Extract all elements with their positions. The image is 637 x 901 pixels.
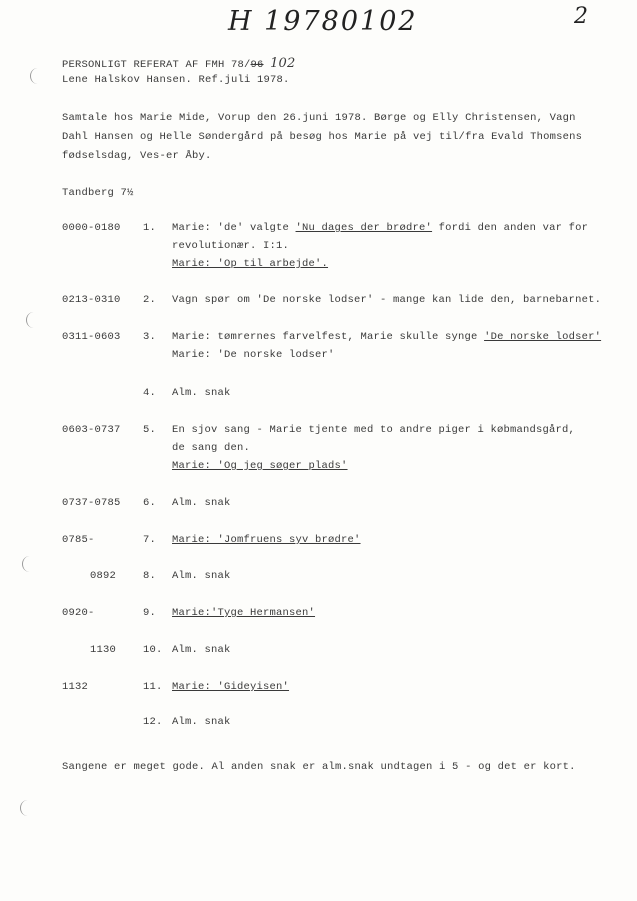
song-title: 'De norske lodser' [484,331,602,343]
entry-number: 3. [143,331,157,343]
entry-text: Marie: 'Gideyisen' [172,681,290,693]
entry-number: 2. [143,294,157,306]
entry-text [172,331,601,343]
intro-line: fødselsdag, Ves-er Åby. [62,150,212,162]
entry-text-part: Marie: tømrernes farvelfest, Marie skulle synge [172,331,485,343]
entry-code: 0920- [62,607,95,619]
entry-number: 1. [143,222,157,234]
entry-text: Vagn spør om 'De norske lodser' - mange kan lide den, barnebarnet. [172,294,602,306]
entry-text: Alm. snak [172,716,231,728]
entry-text: Alm. snak [172,570,231,582]
recorder-label: Tandberg 7½ [62,187,134,199]
entry-code: 0311-0603 [62,331,121,343]
entry-text: Marie: 'Op til arbejde'. [172,258,329,270]
intro-line: Dahl Hansen og Helle Søndergård på besøg hos Marie på vej til/fra Evald Thomsens [62,131,583,143]
page-number: 2 [574,4,588,29]
entry-number: 10. [143,644,163,656]
entry-number: 4. [143,387,157,399]
entry-text: Marie: 'Og jeg søger plads' [172,460,348,472]
entry-text: Marie: 'De norske lodser' [172,349,335,361]
report-title-struck: 96 [250,59,264,71]
entry-code: 0785- [62,534,95,546]
entry-code: 0892 [90,570,117,582]
report-title [62,56,295,71]
entry-text: Alm. snak [172,644,231,656]
entry-text [172,222,588,234]
handwritten-archive-code: H 19780102 [228,6,418,37]
entry-number: 5. [143,424,157,436]
punch-hole-mark [26,312,41,328]
entry-text: Alm. snak [172,497,231,509]
entry-text-part: Marie: 'de' valgte [172,222,296,234]
entry-code: 0603-0737 [62,424,121,436]
entry-code: 0737-0785 [62,497,121,509]
entry-number: 8. [143,570,157,582]
entry-number: 9. [143,607,157,619]
punch-hole-mark [20,800,35,816]
entry-code: 1130 [90,644,117,656]
entry-text: En sjov sang - Marie tjente med to andre piger i købmandsgård, [172,424,576,436]
entry-number: 6. [143,497,157,509]
entry-number: 12. [143,716,163,728]
entry-number: 7. [143,534,157,546]
entry-text: Marie: 'Jomfruens syv brødre' [172,534,361,546]
entry-text: de sang den. [172,442,251,454]
song-title: 'Nu dages der brødre' [295,222,433,234]
report-title-text: PERSONLIGT REFERAT AF FMH 78/ [62,59,251,71]
entry-code: 1132 [62,681,89,693]
report-author-line: Lene Halskov Hansen. Ref.juli 1978. [62,74,290,86]
entry-number: 11. [143,681,163,693]
punch-hole-mark [30,68,45,84]
entry-code: 0213-0310 [62,294,121,306]
intro-line: Samtale hos Marie Mide, Vorup den 26.juni 1978. Børge og Elly Christensen, Vagn [62,112,576,124]
entry-text: Alm. snak [172,387,231,399]
entry-text: Marie:'Tyge Hermansen' [172,607,316,619]
entry-code: 0000-0180 [62,222,121,234]
footer-note: Sangene er meget gode. Al anden snak er alm.snak undtagen i 5 - og det er kort. [62,761,576,773]
report-title-hand: 102 [270,56,296,71]
entry-text: revolutionær. I:1. [172,240,290,252]
punch-hole-mark [22,556,37,572]
entry-text-part: fordi den anden var for [432,222,589,234]
